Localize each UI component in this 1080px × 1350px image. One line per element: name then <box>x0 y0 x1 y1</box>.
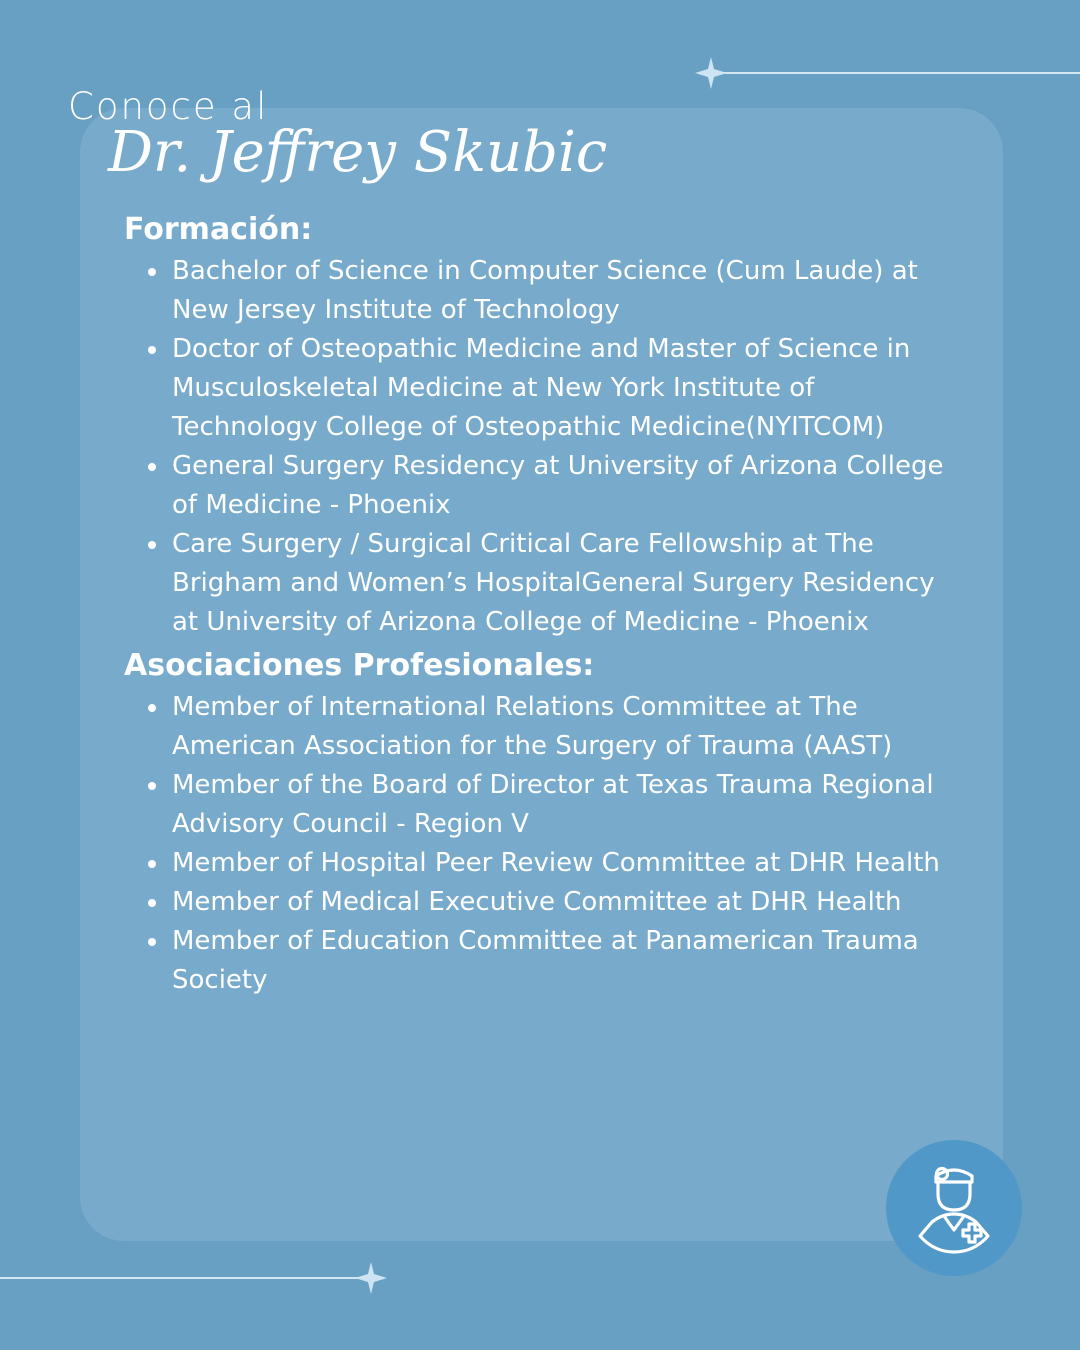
associations-section <box>124 644 944 1000</box>
decorative-line-bottom <box>0 1277 372 1279</box>
education-heading: Formación: <box>124 212 313 247</box>
associations-list <box>124 688 944 1000</box>
doctor-icon <box>914 1160 994 1256</box>
education-section <box>124 208 944 642</box>
doctor-badge <box>886 1140 1022 1276</box>
associations-heading: Asociaciones Profesionales: <box>124 648 595 683</box>
pre-title: Conoce al <box>68 85 269 128</box>
decorative-line-top <box>710 72 1080 74</box>
doctor-name-title: Dr. Jeffrey Skubic <box>108 120 608 185</box>
star-icon <box>694 56 728 90</box>
list-item: Member of the Board of Director at Texas Trauma Regional Advisory Council - Region V <box>124 766 944 844</box>
education-list <box>124 252 944 642</box>
list-item: Doctor of Osteopathic Medicine and Master of Science in Musculoskeletal Medicine at New York Institute of Technology College of Osteopathic Medicine(NYITCOM) <box>124 330 944 447</box>
list-item: Member of International Relations Committee at The American Association for the Surgery of Trauma (AAST) <box>124 688 944 766</box>
list-item: Bachelor of Science in Computer Science (Cum Laude) at New Jersey Institute of Technology <box>124 252 944 330</box>
list-item: Member of Hospital Peer Review Committee at DHR Health <box>124 844 944 883</box>
star-icon <box>354 1261 388 1295</box>
content <box>124 208 944 1000</box>
list-item: Member of Education Committee at Panamerican Trauma Society <box>124 922 944 1000</box>
list-item: Member of Medical Executive Committee at DHR Health <box>124 883 944 922</box>
list-item: General Surgery Residency at University of Arizona College of Medicine - Phoenix <box>124 447 944 525</box>
list-item: Care Surgery / Surgical Critical Care Fellowship at The Brigham and Women’s HospitalGeneral Surgery Residency at University of Arizona College of Medicine - Phoenix <box>124 525 944 642</box>
